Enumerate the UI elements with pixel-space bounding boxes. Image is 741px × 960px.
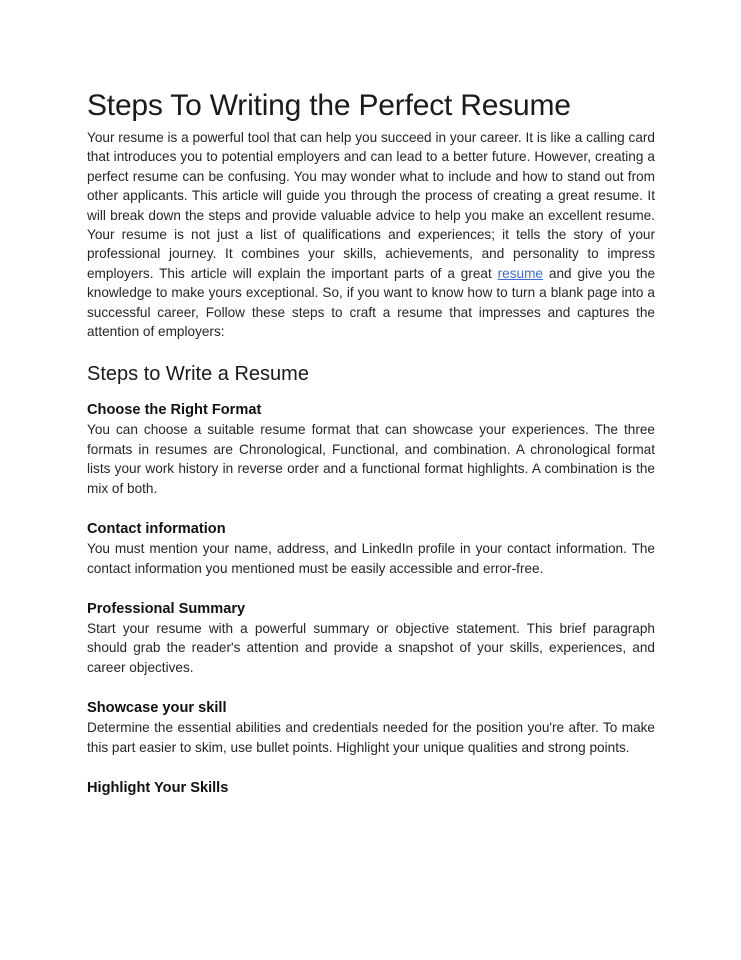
steps-heading: Steps to Write a Resume xyxy=(87,363,309,386)
section-body: Determine the essential abilities and credentials needed for the position you're after. To make this part easier to skim, use bullet points. Highlight your unique qualities and strong points. xyxy=(87,720,655,755)
section-heading: Highlight Your Skills xyxy=(87,779,229,796)
section-choose-format xyxy=(87,401,655,498)
document-page xyxy=(87,86,655,798)
section-highlight-skills xyxy=(87,779,655,798)
intro-text-after-link: and give you the knowledge to make yours exceptional. So, if you want to know how to turn a blank page into a successful career, Follow these steps to craft a resume that impresses and captures the attention of employers: xyxy=(87,265,655,340)
section-heading: Contact information xyxy=(87,521,226,538)
resume-link[interactable]: resume xyxy=(497,265,543,281)
section-heading: Choose the Right Format xyxy=(87,402,262,419)
intro-text-before-link: Your resume is a powerful tool that can help you succeed in your career. It is like a calling card that introduces you to potential employers and can lead to a better future. However, creating a perfect resume can be confusing. You may wonder what to include and how to stand out from other applicants. This article will guide you through the process of creating a great resume. It will break down the steps and provide valuable advice to help you make an excellent resume. Your resume is not just a list of qualifications and experiences; it tells the story of your professional journey. It combines your skills, achievements, and personality to impress employers. This article will explain the important parts of a great xyxy=(87,130,655,281)
section-body: You can choose a suitable resume format that can showcase your experiences. The three formats in resumes are Chronological, Functional, and combination. A chronological format lists your work history in reverse order and a functional format highlights. A combination is the mix of both. xyxy=(87,422,655,496)
section-professional-summary xyxy=(87,600,655,677)
section-showcase-skill xyxy=(87,699,655,757)
section-heading: Professional Summary xyxy=(87,600,246,617)
section-heading: Showcase your skill xyxy=(87,700,227,717)
section-body: You must mention your name, address, and LinkedIn profile in your contact information. The contact information you mentioned must be easily accessible and error-free. xyxy=(87,541,655,576)
document-title: Steps To Writing the Perfect Resume xyxy=(87,89,571,122)
section-contact-information xyxy=(87,520,655,578)
intro-paragraph xyxy=(87,128,655,341)
section-body: Start your resume with a powerful summary or objective statement. This brief paragraph should grab the reader's attention and provide a snapshot of your skills, experiences, and career objectives. xyxy=(87,620,655,675)
